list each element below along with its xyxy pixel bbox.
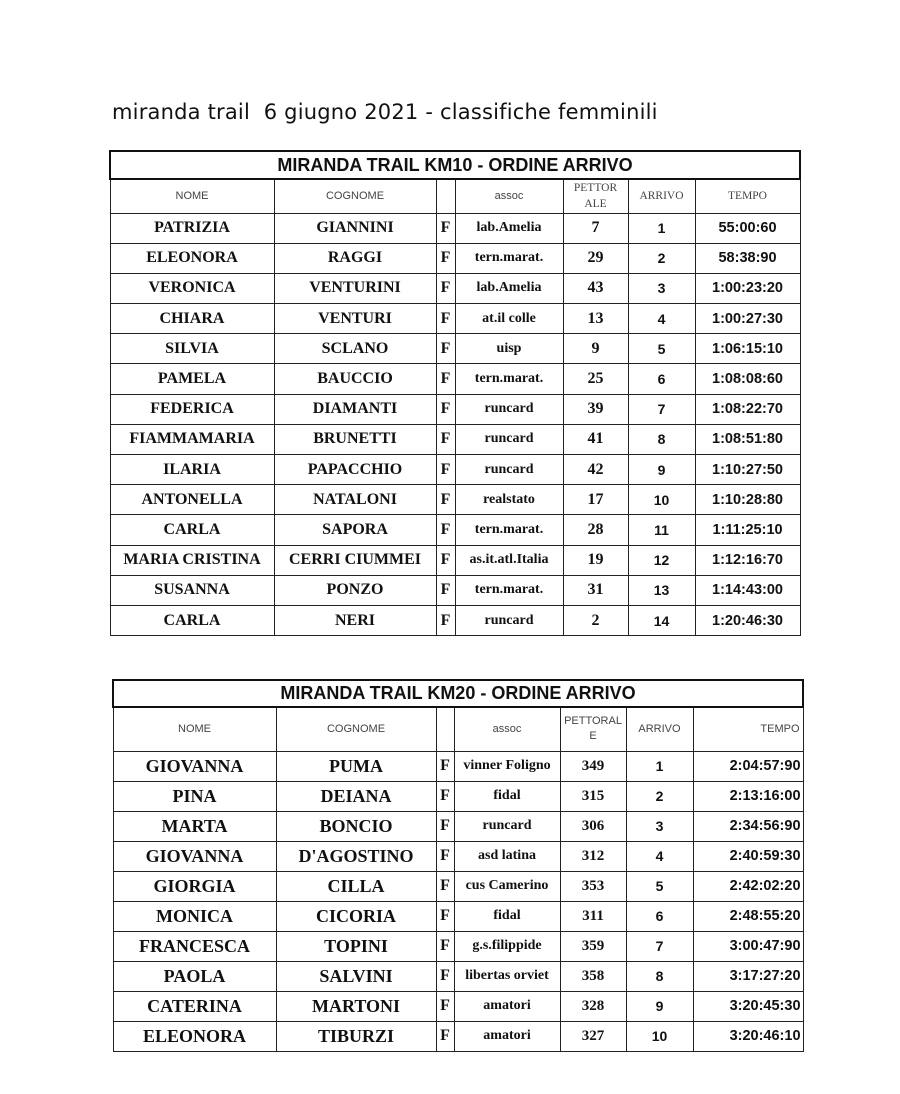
tempo-cell: 2:34:56:90	[693, 811, 803, 841]
tempo-cell: 1:08:08:60	[695, 364, 800, 394]
cognome-cell: CILLA	[276, 871, 436, 901]
table-row	[110, 273, 800, 303]
assoc-cell: tern.marat.	[455, 515, 563, 545]
header-pettorale: PETTOR ALE	[563, 179, 628, 213]
cognome-cell: TIBURZI	[276, 1021, 436, 1051]
pettorale-cell: 17	[563, 485, 628, 515]
pettorale-cell: 39	[563, 394, 628, 424]
genere-cell: F	[436, 901, 454, 931]
tempo-cell: 1:08:22:70	[695, 394, 800, 424]
arrivo-cell: 6	[628, 364, 695, 394]
arrivo-cell: 10	[628, 485, 695, 515]
table-row	[110, 575, 800, 605]
pettorale-cell: 25	[563, 364, 628, 394]
tempo-cell: 1:11:25:10	[695, 515, 800, 545]
header-nome: NOME	[113, 707, 276, 751]
assoc-cell: asd latina	[454, 841, 560, 871]
assoc-cell: amatori	[454, 1021, 560, 1051]
nome-cell: FIAMMAMARIA	[110, 424, 274, 454]
tempo-cell: 1:20:46:30	[695, 605, 800, 635]
pettorale-cell: 353	[560, 871, 626, 901]
cognome-cell: RAGGI	[274, 243, 436, 273]
table-row	[110, 545, 800, 575]
table-row	[110, 364, 800, 394]
nome-cell: CHIARA	[110, 304, 274, 334]
table-row	[110, 424, 800, 454]
arrivo-cell: 1	[626, 751, 693, 781]
cognome-cell: BRUNETTI	[274, 424, 436, 454]
pettorale-cell: 328	[560, 991, 626, 1021]
arrivo-cell: 10	[626, 1021, 693, 1051]
pettorale-cell: 7	[563, 213, 628, 243]
arrivo-cell: 2	[628, 243, 695, 273]
assoc-cell: vinner Foligno	[454, 751, 560, 781]
tempo-cell: 3:17:27:20	[693, 961, 803, 991]
header-nome: NOME	[110, 179, 274, 213]
assoc-cell: tern.marat.	[455, 575, 563, 605]
nome-cell: ANTONELLA	[110, 485, 274, 515]
arrivo-cell: 7	[626, 931, 693, 961]
genere-cell: F	[436, 605, 455, 635]
pettorale-cell: 358	[560, 961, 626, 991]
genere-cell: F	[436, 545, 455, 575]
table-row	[110, 515, 800, 545]
tempo-cell: 2:04:57:90	[693, 751, 803, 781]
arrivo-cell: 12	[628, 545, 695, 575]
arrivo-cell: 8	[626, 961, 693, 991]
cognome-cell: PAPACCHIO	[274, 455, 436, 485]
assoc-cell: lab.Amelia	[455, 213, 563, 243]
tempo-cell: 1:12:16:70	[695, 545, 800, 575]
table-row	[113, 991, 803, 1021]
genere-cell: F	[436, 334, 455, 364]
cognome-cell: VENTURINI	[274, 273, 436, 303]
assoc-cell: runcard	[455, 424, 563, 454]
tempo-cell: 1:06:15:10	[695, 334, 800, 364]
pettorale-cell: 2	[563, 605, 628, 635]
nome-cell: MARIA CRISTINA	[110, 545, 274, 575]
table-row	[110, 304, 800, 334]
cognome-cell: PUMA	[276, 751, 436, 781]
header-cognome: COGNOME	[276, 707, 436, 751]
genere-cell: F	[436, 213, 455, 243]
tempo-cell: 3:20:45:30	[693, 991, 803, 1021]
arrivo-cell: 4	[628, 304, 695, 334]
cognome-cell: SCLANO	[274, 334, 436, 364]
header-pettorale: PETTORAL E	[560, 707, 626, 751]
pettorale-cell: 306	[560, 811, 626, 841]
table-row	[110, 455, 800, 485]
assoc-cell: as.it.atl.Italia	[455, 545, 563, 575]
assoc-cell: g.s.filippide	[454, 931, 560, 961]
tempo-cell: 2:48:55:20	[693, 901, 803, 931]
cognome-cell: PONZO	[274, 575, 436, 605]
arrivo-cell: 6	[626, 901, 693, 931]
assoc-cell: tern.marat.	[455, 243, 563, 273]
arrivo-cell: 14	[628, 605, 695, 635]
tempo-cell: 1:08:51:80	[695, 424, 800, 454]
pettorale-cell: 31	[563, 575, 628, 605]
nome-cell: GIORGIA	[113, 871, 276, 901]
cognome-cell: SAPORA	[274, 515, 436, 545]
table-row	[113, 1021, 803, 1051]
cognome-cell: BONCIO	[276, 811, 436, 841]
arrivo-cell: 3	[628, 273, 695, 303]
table-row	[113, 931, 803, 961]
assoc-cell: fidal	[454, 781, 560, 811]
nome-cell: CATERINA	[113, 991, 276, 1021]
tempo-cell: 3:00:47:90	[693, 931, 803, 961]
genere-cell: F	[436, 931, 454, 961]
genere-cell: F	[436, 871, 454, 901]
tempo-cell: 1:00:23:20	[695, 273, 800, 303]
table-row	[110, 485, 800, 515]
genere-cell: F	[436, 394, 455, 424]
nome-cell: FEDERICA	[110, 394, 274, 424]
assoc-cell: runcard	[455, 455, 563, 485]
pettorale-cell: 311	[560, 901, 626, 931]
genere-cell: F	[436, 961, 454, 991]
pettorale-cell: 13	[563, 304, 628, 334]
nome-cell: FRANCESCA	[113, 931, 276, 961]
genere-cell: F	[436, 751, 454, 781]
cognome-cell: NATALONI	[274, 485, 436, 515]
genere-cell: F	[436, 364, 455, 394]
genere-cell: F	[436, 304, 455, 334]
nome-cell: GIOVANNA	[113, 751, 276, 781]
cognome-cell: CERRI CIUMMEI	[274, 545, 436, 575]
genere-cell: F	[436, 243, 455, 273]
arrivo-cell: 4	[626, 841, 693, 871]
nome-cell: VERONICA	[110, 273, 274, 303]
tempo-cell: 1:10:27:50	[695, 455, 800, 485]
nome-cell: CARLA	[110, 515, 274, 545]
pettorale-cell: 42	[563, 455, 628, 485]
header-tempo: TEMPO	[695, 179, 800, 213]
tempo-cell: 1:10:28:80	[695, 485, 800, 515]
assoc-cell: runcard	[455, 394, 563, 424]
header-assoc: assoc	[455, 179, 563, 213]
pettorale-cell: 28	[563, 515, 628, 545]
assoc-cell: fidal	[454, 901, 560, 931]
cognome-cell: SALVINI	[276, 961, 436, 991]
pettorale-cell: 19	[563, 545, 628, 575]
cognome-cell: D'AGOSTINO	[276, 841, 436, 871]
assoc-cell: runcard	[455, 605, 563, 635]
assoc-cell: tern.marat.	[455, 364, 563, 394]
table-row	[113, 901, 803, 931]
header-assoc: assoc	[454, 707, 560, 751]
pettorale-cell: 41	[563, 424, 628, 454]
table-row	[113, 811, 803, 841]
tempo-cell: 3:20:46:10	[693, 1021, 803, 1051]
nome-cell: ELEONORA	[113, 1021, 276, 1051]
cognome-cell: MARTONI	[276, 991, 436, 1021]
cognome-cell: DIAMANTI	[274, 394, 436, 424]
table-row	[113, 781, 803, 811]
genere-cell: F	[436, 515, 455, 545]
arrivo-cell: 5	[628, 334, 695, 364]
assoc-cell: uisp	[455, 334, 563, 364]
header-tempo: TEMPO	[693, 707, 803, 751]
tempo-cell: 2:40:59:30	[693, 841, 803, 871]
nome-cell: ILARIA	[110, 455, 274, 485]
arrivo-cell: 13	[628, 575, 695, 605]
table-row	[110, 213, 800, 243]
table-row	[110, 334, 800, 364]
genere-cell: F	[436, 991, 454, 1021]
table-row	[113, 871, 803, 901]
genere-cell: F	[436, 1021, 454, 1051]
nome-cell: SUSANNA	[110, 575, 274, 605]
header-genere	[436, 707, 454, 751]
nome-cell: GIOVANNA	[113, 841, 276, 871]
header-arrivo: ARRIVO	[628, 179, 695, 213]
assoc-cell: amatori	[454, 991, 560, 1021]
arrivo-cell: 9	[628, 455, 695, 485]
genere-cell: F	[436, 841, 454, 871]
pettorale-cell: 9	[563, 334, 628, 364]
arrivo-cell: 9	[626, 991, 693, 1021]
cognome-cell: DEIANA	[276, 781, 436, 811]
km10-results-table	[109, 150, 801, 636]
tempo-cell: 55:00:60	[695, 213, 800, 243]
cognome-cell: BAUCCIO	[274, 364, 436, 394]
genere-cell: F	[436, 485, 455, 515]
header-cognome: COGNOME	[274, 179, 436, 213]
page-title: miranda trail 6 giugno 2021 - classifiche femminili	[112, 100, 658, 124]
tempo-cell: 2:13:16:00	[693, 781, 803, 811]
table-row	[110, 605, 800, 635]
pettorale-cell: 315	[560, 781, 626, 811]
cognome-cell: TOPINI	[276, 931, 436, 961]
pettorale-cell: 312	[560, 841, 626, 871]
header-genere	[436, 179, 455, 213]
nome-cell: CARLA	[110, 605, 274, 635]
cognome-cell: VENTURI	[274, 304, 436, 334]
assoc-cell: lab.Amelia	[455, 273, 563, 303]
nome-cell: MARTA	[113, 811, 276, 841]
nome-cell: MONICA	[113, 901, 276, 931]
assoc-cell: realstato	[455, 485, 563, 515]
nome-cell: ELEONORA	[110, 243, 274, 273]
tempo-cell: 2:42:02:20	[693, 871, 803, 901]
pettorale-cell: 349	[560, 751, 626, 781]
header-arrivo: ARRIVO	[626, 707, 693, 751]
pettorale-cell: 359	[560, 931, 626, 961]
cognome-cell: NERI	[274, 605, 436, 635]
table-row	[110, 243, 800, 273]
genere-cell: F	[436, 575, 455, 605]
pettorale-cell: 29	[563, 243, 628, 273]
arrivo-cell: 7	[628, 394, 695, 424]
assoc-cell: libertas orviet	[454, 961, 560, 991]
nome-cell: SILVIA	[110, 334, 274, 364]
table-row	[113, 751, 803, 781]
km20-results-table	[112, 679, 804, 1052]
arrivo-cell: 2	[626, 781, 693, 811]
tempo-cell: 1:14:43:00	[695, 575, 800, 605]
km20-table-title: MIRANDA TRAIL KM20 - ORDINE ARRIVO	[113, 680, 803, 707]
arrivo-cell: 1	[628, 213, 695, 243]
nome-cell: PAMELA	[110, 364, 274, 394]
pettorale-cell: 327	[560, 1021, 626, 1051]
genere-cell: F	[436, 811, 454, 841]
assoc-cell: runcard	[454, 811, 560, 841]
genere-cell: F	[436, 273, 455, 303]
arrivo-cell: 5	[626, 871, 693, 901]
genere-cell: F	[436, 424, 455, 454]
arrivo-cell: 3	[626, 811, 693, 841]
assoc-cell: cus Camerino	[454, 871, 560, 901]
table-row	[113, 961, 803, 991]
cognome-cell: GIANNINI	[274, 213, 436, 243]
genere-cell: F	[436, 781, 454, 811]
assoc-cell: at.il colle	[455, 304, 563, 334]
nome-cell: PATRIZIA	[110, 213, 274, 243]
arrivo-cell: 11	[628, 515, 695, 545]
genere-cell: F	[436, 455, 455, 485]
cognome-cell: CICORIA	[276, 901, 436, 931]
arrivo-cell: 8	[628, 424, 695, 454]
pettorale-cell: 43	[563, 273, 628, 303]
tempo-cell: 1:00:27:30	[695, 304, 800, 334]
table-row	[113, 841, 803, 871]
km10-table-title: MIRANDA TRAIL KM10 - ORDINE ARRIVO	[110, 151, 800, 179]
tempo-cell: 58:38:90	[695, 243, 800, 273]
table-row	[110, 394, 800, 424]
nome-cell: PAOLA	[113, 961, 276, 991]
nome-cell: PINA	[113, 781, 276, 811]
